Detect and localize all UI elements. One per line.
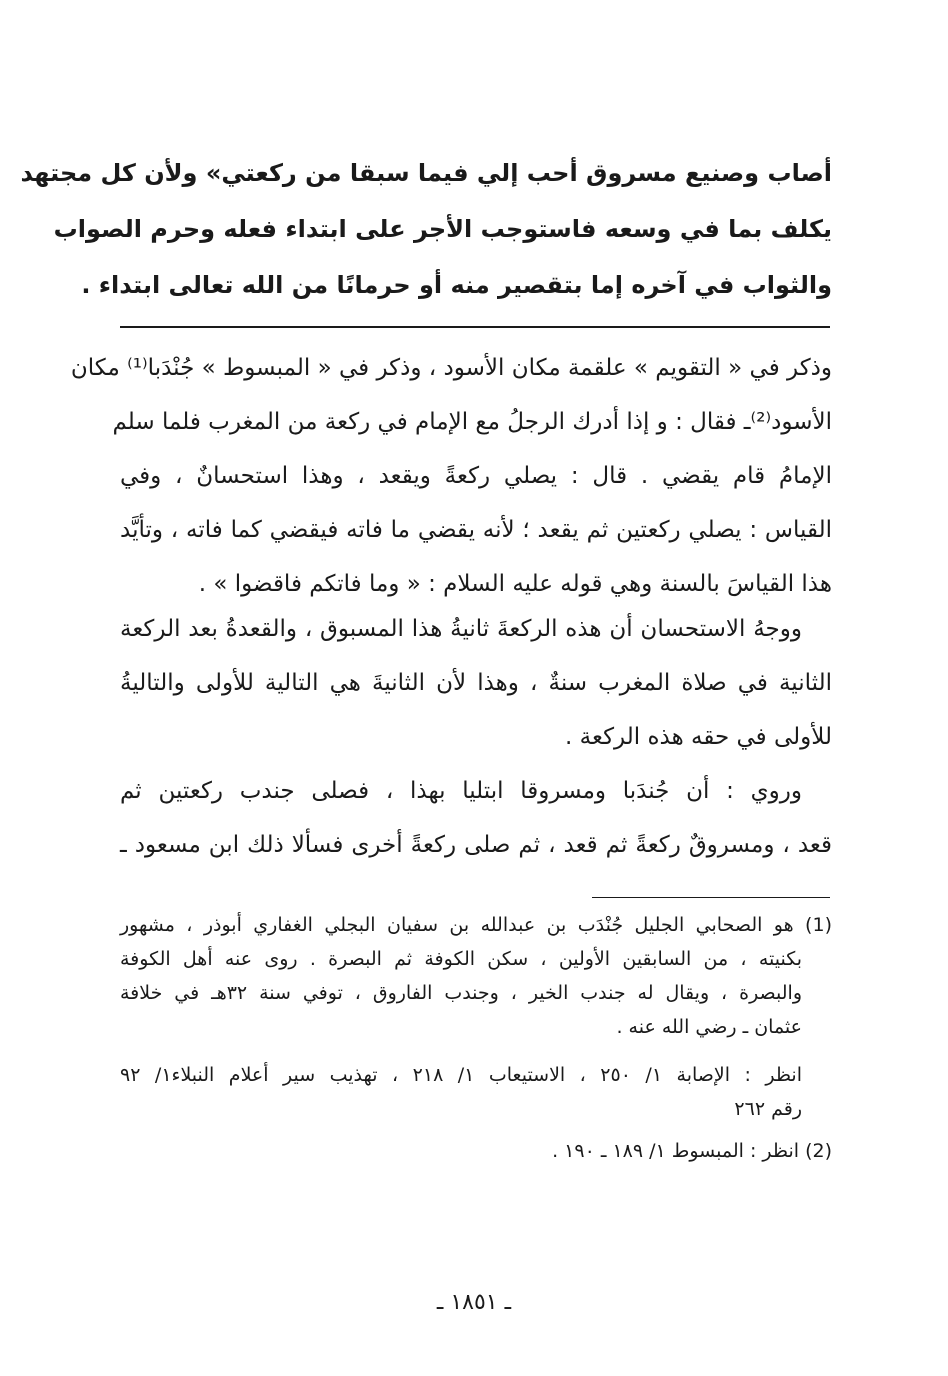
commentary-line: القياس : يصلي ركعتين ثم يقعد ؛ لأنه يقضي ما فاته فيقضي كما فاته ، وتأيَّد [120, 517, 832, 543]
commentary-line: للأولى في حقه هذه الركعة . [565, 724, 832, 750]
footnote-line: انظر : الإصابة ١/ ٢٥٠ ، الاستيعاب ١/ ٢١٨ ، تهذيب سير أعلام النبلاء١/ ٩٢ [120, 1064, 803, 1086]
commentary-line: هذا القياسَ بالسنة وهي قوله عليه السلام : « وما فاتكم فاقضوا » . [198, 571, 832, 597]
commentary-paragraph-2 [120, 602, 832, 764]
main-text-line: أصاب وصنيع مسروق أحب إلي فيما سبقا من ركعتي» ولأن كل مجتهد [20, 159, 832, 187]
main-text-separator [120, 326, 830, 328]
footnote-line: بكنيته ، من السابقين الأولين ، سكن الكوفة ثم البصرة . روى عنه أهل الكوفة [120, 948, 802, 970]
footnote-line: (1) هو الصحابي الجليل جُنْدَب بن عبدالله بن سفيان البجلي الغفاري أبوذر ، مشهور [120, 914, 832, 936]
commentary-line: الأسود⁽²⁾ـ فقال : و إذا أدرك الرجلُ مع الإمام في ركعة من المغرب فلما سلم [112, 409, 832, 435]
commentary-line: وروي : أن جُندَبا ومسروقا ابتليا بهذا ، فصلى جندب ركعتين ثم [120, 778, 802, 804]
commentary-line: وذكر في « التقويم » علقمة مكان الأسود ، وذكر في « المبسوط » جُنْدَبا⁽¹⁾ مكان [70, 355, 832, 381]
footnote-2 [120, 1134, 832, 1168]
main-text-block [20, 145, 832, 313]
commentary-line: ووجهُ الاستحسان أن هذه الركعةَ ثانيةُ هذا المسبوق ، والقعدةُ بعد الركعة [120, 616, 802, 642]
footnote-line: رقم ٢٦٢ [734, 1098, 802, 1120]
commentary-line: قعد ، ومسروقٌ ركعةً ثم قعد ، ثم صلى ركعةً أخرى فسألا ذلك ابن مسعود ـ [120, 832, 832, 858]
commentary-paragraph-3 [120, 764, 832, 872]
main-text-line: والثواب في آخره إما بتقصير منه أو حرمانًا من الله تعالى ابتداء . [81, 271, 832, 299]
footnote-separator [592, 897, 830, 898]
commentary-line: الإمامُ قام يقضي . قال : يصلي ركعةً ويقعد ، وهذا استحسانٌ ، وفي [120, 463, 832, 489]
footnote-line: عثمان ـ رضي الله عنه . [616, 1016, 802, 1038]
commentary-line: الثانية في صلاة المغرب سنةٌ ، وهذا لأن الثانيةَ هي التالية للأولى والتاليةُ [120, 670, 832, 696]
main-text-line: يكلف بما في وسعه فاستوجب الأجر على ابتداء فعله وحرم الصواب [53, 215, 832, 243]
footnote-1-references [120, 1058, 832, 1126]
footnote-line: (2) انظر : المبسوط ١/ ١٨٩ ـ ١٩٠ . [552, 1140, 832, 1162]
footnote-line: والبصرة ، ويقال له جندب الخير ، وجندب الفاروق ، توفي سنة ٣٢هـ في خلافة [120, 982, 803, 1004]
commentary-paragraph-1 [70, 341, 832, 611]
footnote-1 [120, 908, 832, 1044]
page-number: ـ ١٨٥١ ـ [436, 1290, 512, 1315]
